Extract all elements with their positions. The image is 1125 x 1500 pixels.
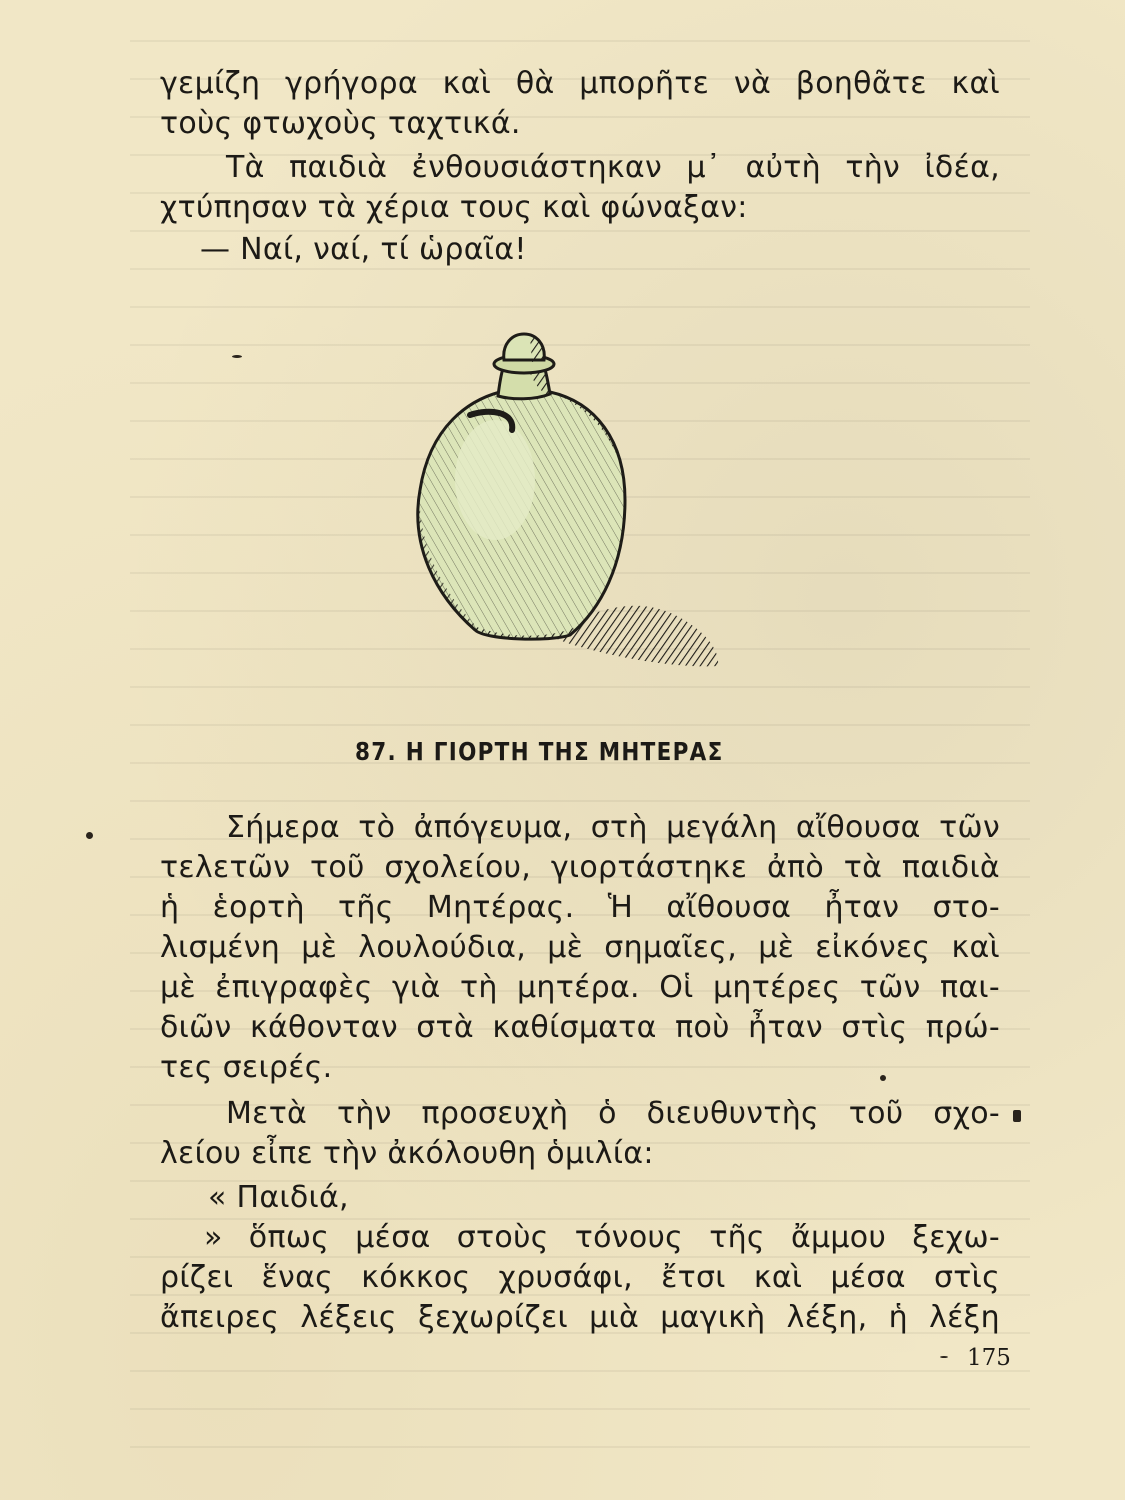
ink-speck xyxy=(86,832,93,839)
text-line: ρίζει ἕνας κόκκος χρυσάφι, ἔτσι καὶ μέσα στὶς xyxy=(160,1260,1000,1295)
text-line: τελετῶν τοῦ σχολείου, γιορτάστηκε ἀπὸ τὰ παιδιὰ xyxy=(160,850,1000,885)
top-paragraph xyxy=(160,64,1000,144)
text-line: ἡ ἑορτὴ τῆς Μητέρας. Ἡ αἴθουσα ἦταν στο- xyxy=(160,890,1000,925)
ink-speck xyxy=(1013,1110,1021,1122)
text-line: τες σειρές. xyxy=(160,1050,333,1085)
speech-intro-paragraph xyxy=(160,1094,1000,1174)
dialogue-line: — Ναί, ναί, τί ὡραῖα! xyxy=(200,232,527,267)
text-line: λισμένη μὲ λουλούδια, μὲ σημαῖες, μὲ εἰκόνες καὶ xyxy=(160,930,1000,965)
text-line: χτύπησαν τὰ χέρια τους καὶ φώναξαν: xyxy=(160,190,748,225)
ink-speck xyxy=(940,1356,948,1358)
second-paragraph xyxy=(160,148,1000,228)
speech-paragraph xyxy=(160,1178,1000,1338)
text-line: μὲ ἐπιγραφὲς γιὰ τὴ μητέρα. Οἱ μητέρες τῶν παι- xyxy=(160,970,1000,1005)
text-line: Τὰ παιδιὰ ἐνθουσιάστηκαν μ᾽ αὐτὴ τὴν ἰδέα, xyxy=(226,150,1000,185)
text-line: Σήμερα τὸ ἀπόγευμα, στὴ μεγάλη αἴθουσα τῶν xyxy=(226,810,1000,845)
body-paragraph xyxy=(160,808,1000,1088)
ink-speck xyxy=(232,355,242,358)
text-line: ἄπειρες λέξεις ξεχωρίζει μιὰ μαγικὴ λέξη, ἡ λέξη xyxy=(160,1300,1000,1335)
chapter-heading: 87. Η ΓΙΟΡΤΗ ΤΗΣ ΜΗΤΕΡΑΣ xyxy=(355,737,724,766)
page-number: 175 xyxy=(967,1345,1011,1371)
text-line: λείου εἶπε τὴν ἀκόλουθη ὁμιλία: xyxy=(160,1136,654,1171)
dialogue-paragraph xyxy=(160,230,1000,270)
text-line: Μετὰ τὴν προσευχὴ ὁ διευθυντὴς τοῦ σχο- xyxy=(226,1096,1000,1131)
ink-speck xyxy=(880,1075,886,1081)
text-line: γεμίζη γρήγορα καὶ θὰ μπορῆτε νὰ βοηθᾶτε καὶ xyxy=(160,66,1000,101)
text-line: » ὅπως μέσα στοὺς τόνους τῆς ἄμμου ξεχω- xyxy=(204,1220,1000,1255)
speech-salutation: « Παιδιά, xyxy=(208,1180,349,1215)
text-line: διῶν κάθονταν στὰ καθίσματα ποὺ ἦταν στὶς πρώ- xyxy=(160,1010,1000,1045)
piggy-bank-jar-icon xyxy=(400,330,730,675)
text-line: τοὺς φτωχοὺς ταχτικά. xyxy=(160,106,521,141)
